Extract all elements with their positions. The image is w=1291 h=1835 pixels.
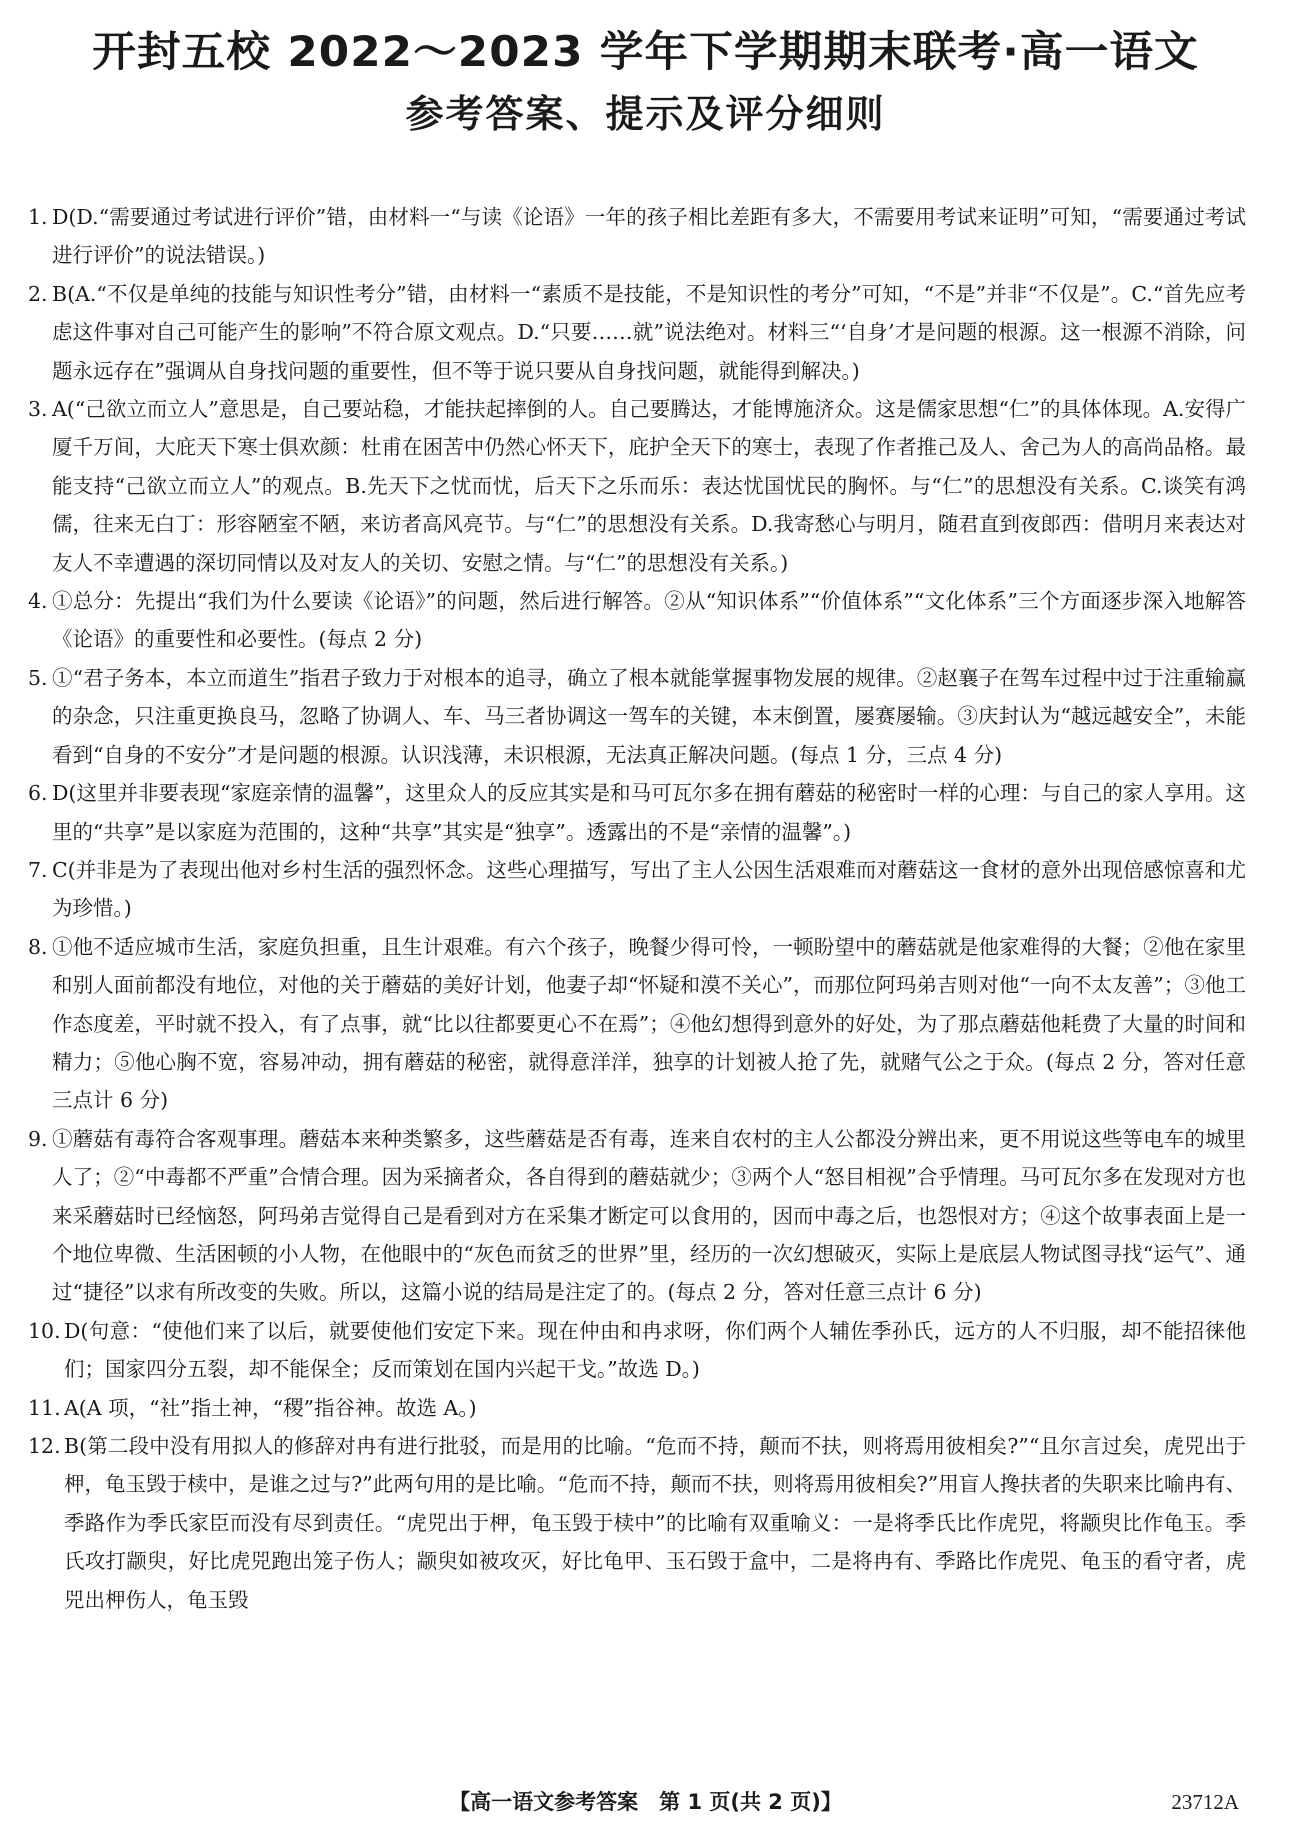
page-footer: 【高一语文参考答案 第 1 页(共 2 页)】 xyxy=(449,1790,842,1814)
answer-text: D(D.“需要通过考试进行评价”错，由材料一“与读《论语》一年的孩子相比差距有多大，不需要用考试来证明”可知，“需要通过考试进行评价”的说法错误。) xyxy=(52,205,1246,268)
answer-item-5 xyxy=(28,659,1246,774)
answer-text: A(“己欲立而立人”意思是，自己要站稳，才能扶起摔倒的人。自己要腾达，才能博施济众。这是儒家思想“仁”的具体体现。A.安得广厦千万间，大庇天下寒士俱欢颜：杜甫在困苦中仍然心怀天下，庇护全天下的寒士，表现了作者推己及人、舍己为人的高尚品格。最能支持“己欲立而立人”的观点。B.先天下之忧而忧，后天下之乐而乐：表达忧国忧民的胸怀。与“仁”的思想没有关系。C.谈笑有鸿儒，往来无白丁：形容陋室不陋，来访者高风亮节。与“仁”的思想没有关系。D.我寄愁心与明月，随君直到夜郎西：借明月来表达对友人不幸遭遇的深切同情以及对友人的关切、安慰之情。与“仁”的思想没有关系。) xyxy=(52,397,1246,575)
answer-number: 6. xyxy=(28,781,48,806)
answer-text: D(句意：“使他们来了以后，就要使他们安定下来。现在仲由和冉求呀，你们两个人辅佐季孙氏，远方的人不归服，却不能招徕他们；国家四分五裂，却不能保全；反而策划在国内兴起干戈。”故选 D。) xyxy=(64,1318,1246,1382)
answer-text: ①他不适应城市生活，家庭负担重，且生计艰难。有六个孩子，晚餐少得可怜，一顿盼望中的蘑菇就是他家难得的大餐；②他在家里和别人面前都没有地位，对他的关于蘑菇的美好计划，他妻子却“怀疑和漠不关心”，而那位阿玛弟吉则对他“一向不太友善”；③他工作态度差，平时就不投入，有了点事，就“比以往都要更心不在焉”；④他幻想得到意外的好处，为了那点蘑菇他耗费了大量的时间和精力；⑤他心胸不宽，容易冲动，拥有蘑菇的秘密，就得意洋洋，独享的计划被人抢了先，就赌气公之于众。(每点 2 分，答对任意三点计 6 分) xyxy=(52,934,1246,1113)
answer-number: 10. xyxy=(28,1318,61,1343)
answer-number: 1. xyxy=(28,205,48,229)
answer-text: A(A 项，“社”指土神，“稷”指谷神。故选 A。) xyxy=(64,1395,477,1420)
answer-item-11 xyxy=(28,1389,1246,1427)
answer-number: 3. xyxy=(28,397,48,422)
answer-text: B(第二段中没有用拟人的修辞对冉有进行批驳，而是用的比喻。“危而不持，颠而不扶，则将焉用彼相矣?”“且尔言过矣，虎兕出于柙，龟玉毁于椟中，是谁之过与?”此两句用的是比喻。“危而不持，颠而不扶，则将焉用彼相矣?”用盲人搀扶者的失职来比喻冉有、季路作为季氏家臣而没有尽到责任。“虎兕出于柙，龟玉毁于椟中”的比喻有双重喻义：一是将季氏比作虎兕，将颛臾比作龟玉。季氏攻打颛臾，好比虎兕跑出笼子伤人；颛臾如被攻灭，好比龟甲、玉石毁于盒中，二是将冉有、季路比作虎兕、龟玉的看守者，虎兕出柙伤人，龟玉毁 xyxy=(64,1434,1246,1612)
answer-number: 8. xyxy=(28,934,48,959)
answer-number: 4. xyxy=(28,589,48,614)
answer-list xyxy=(28,198,1246,1619)
answer-number: 11. xyxy=(28,1395,61,1420)
answer-item-7 xyxy=(28,851,1246,928)
answer-text: D(这里并非要表现“家庭亲情的温馨”，这里众人的反应其实是和马可瓦尔多在拥有蘑菇的秘密时一样的心理：与自己的家人享用。这里的“共享”是以家庭为范围的，这种“共享”其实是“独享”。透露出的不是“亲情的温馨”。) xyxy=(52,781,1246,844)
answer-text: ①总分：先提出“我们为什么要读《论语》”的问题，然后进行解答。②从“知识体系”“价值体系”“文化体系”三个方面逐步深入地解答《论语》的重要性和必要性。(每点 2 分) xyxy=(52,589,1246,652)
answer-item-10 xyxy=(28,1312,1246,1389)
answer-number: 12. xyxy=(28,1434,61,1458)
answer-text: ①“君子务本，本立而道生”指君子致力于对根本的追寻，确立了根本就能掌握事物发展的规律。②赵襄子在驾车过程中过于注重输赢的杂念，只注重更换良马，忽略了协调人、车、马三者协调这一驾车的关键，本末倒置，屡赛屡输。③庆封认为“越远越安全”，未能看到“自身的不安分”才是问题的根源。认识浅薄，未识根源，无法真正解决问题。(每点 1 分，三点 4 分) xyxy=(52,665,1246,767)
answer-item-9 xyxy=(28,1120,1246,1312)
answer-number: 2. xyxy=(28,281,48,306)
answer-item-8 xyxy=(28,928,1246,1120)
answer-item-6 xyxy=(28,774,1246,851)
answer-number: 7. xyxy=(28,857,48,882)
document-code: 23712A xyxy=(1171,1790,1239,1814)
page-title: 开封五校 2022～2023 学年下学期期末联考·高一语文 xyxy=(92,27,1199,76)
answer-text: B(A.“不仅是单纯的技能与知识性考分”错，由材料一“素质不是技能，不是知识性的考分”可知，“不是”并非“不仅是”。C.“首先应考虑这件事对自己可能产生的影响”不符合原文观点。D.“只要……就”说法绝对。材料三“‘自身’才是问题的根源。这一根源不消除，问题永远存在”强调从自身找问题的重要性，但不等于说只要从自身找问题，就能得到解决。) xyxy=(52,281,1246,383)
answer-text: C(并非是为了表现出他对乡村生活的强烈怀念。这些心理描写，写出了主人公因生活艰难而对蘑菇这一食材的意外出现倍感惊喜和尤为珍惜。) xyxy=(52,857,1246,921)
answer-item-1 xyxy=(28,198,1246,275)
answer-number: 9. xyxy=(28,1126,48,1151)
answer-item-2 xyxy=(28,275,1246,390)
answer-text: ①蘑菇有毒符合客观事理。蘑菇本来种类繁多，这些蘑菇是否有毒，连来自农村的主人公都没分辨出来，更不用说这些等电车的城里人了；②“中毒都不严重”合情合理。因为采摘者众，各自得到的蘑菇就少；③两个人“怒目相视”合乎情理。马可瓦尔多在发现对方也来采蘑菇时已经恼怒，阿玛弟吉觉得自己是看到对方在采集才断定可以食用的，因而中毒之后，也怨恨对方；④这个故事表面上是一个地位卑微、生活困顿的小人物，在他眼中的“灰色而贫乏的世界”里，经历的一次幻想破灭，实际上是底层人物试图寻找“运气”、通过“捷径”以求有所改变的失败。所以，这篇小说的结局是注定了的。(每点 2 分，答对任意三点计 6 分) xyxy=(52,1126,1246,1305)
answer-item-12 xyxy=(28,1427,1246,1619)
answer-item-3 xyxy=(28,390,1246,582)
answer-number: 5. xyxy=(28,665,48,690)
answer-item-4 xyxy=(28,582,1246,659)
page-subtitle: 参考答案、提示及评分细则 xyxy=(405,92,886,136)
